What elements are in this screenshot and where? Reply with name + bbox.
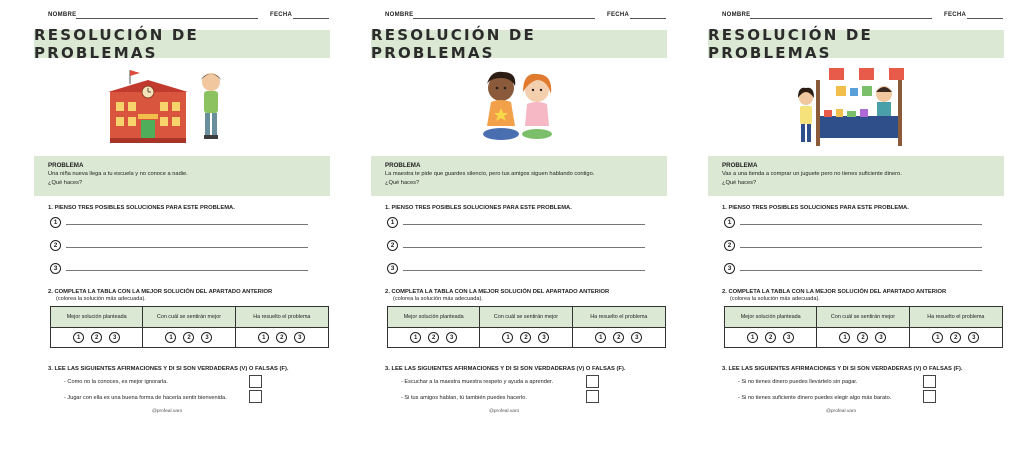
section-3-heading: 3. LEE LAS SIGUIENTES AFIRMACIONES Y DI SI SON VERDADERAS (V) O FALSAS (F).	[385, 366, 626, 372]
option-circle-3[interactable]: 3	[446, 332, 457, 343]
table-cell-solved	[573, 328, 665, 347]
column-header-solved: Ha resuelto el problema	[573, 307, 665, 328]
table-cell-feel-better	[817, 328, 909, 347]
table-cell-solved	[236, 328, 328, 347]
name-field[interactable]	[750, 18, 932, 19]
section-3-heading: 3. LEE LAS SIGUIENTES AFIRMACIONES Y DI SI SON VERDADERAS (V) O FALSAS (F).	[722, 366, 963, 372]
name-field[interactable]	[413, 18, 595, 19]
solution-line-3[interactable]	[66, 270, 308, 271]
section-2-subheading: (colorea la solución más adecuada).	[393, 296, 483, 302]
problem-text: La maestra te pide que guardes silencio, pero tus amigos siguen hablando contigo.	[385, 171, 595, 177]
solution-line-2[interactable]	[740, 247, 982, 248]
column-header-feel-better: Con cuál se sentirán mejor	[817, 307, 909, 328]
option-circle-3[interactable]: 3	[631, 332, 642, 343]
problem-text: Una niña nueva llega a tu escuela y no conoce a nadie.	[48, 171, 188, 177]
option-circle-2[interactable]: 2	[520, 332, 531, 343]
problem-question: ¿Qué haces?	[48, 180, 83, 186]
true-false-box-1[interactable]	[586, 375, 599, 388]
solution-number-2: 2	[387, 240, 398, 251]
option-circle-1[interactable]: 1	[502, 332, 513, 343]
statement-2: - Si tus amigos hablan, tú también puedes hacerlo.	[401, 395, 527, 401]
shop-illustration	[776, 64, 936, 150]
date-label: FECHA	[270, 12, 293, 18]
problem-title: PROBLEMA	[48, 162, 84, 169]
problem-title: PROBLEMA	[722, 162, 758, 169]
title-banner	[34, 26, 330, 62]
statement-2: - Jugar con ella es una buena forma de hacerla sentir bienvenida.	[64, 395, 227, 401]
statement-1: - Si no tienes dinero puedes llevártelo sin pagar.	[738, 379, 858, 385]
option-circle-2[interactable]: 2	[183, 332, 194, 343]
solution-line-3[interactable]	[403, 270, 645, 271]
date-field[interactable]	[967, 18, 1003, 19]
option-circle-2[interactable]: 2	[428, 332, 439, 343]
school-illustration	[102, 64, 262, 150]
option-circle-1[interactable]: 1	[595, 332, 606, 343]
solution-line-2[interactable]	[66, 247, 308, 248]
section-1-heading: 1. PIENSO TRES POSIBLES SOLUCIONES PARA ESTE PROBLEMA.	[722, 205, 909, 211]
section-2-heading: 2. COMPLETA LA TABLA CON LA MEJOR SOLUCIÓN DEL APARTADO ANTERIOR	[48, 289, 273, 295]
statement-2: - Si no tienes suficiente dinero puedes elegir algo más barato.	[738, 395, 892, 401]
solution-number-1: 1	[724, 217, 735, 228]
date-field[interactable]	[630, 18, 666, 19]
option-circle-1[interactable]: 1	[73, 332, 84, 343]
option-circle-3[interactable]: 3	[875, 332, 886, 343]
column-header-best: Mejor solución planteada	[388, 307, 480, 328]
problem-box	[34, 156, 330, 196]
statement-1: - Como no la conoces, es mejor ignorarla.	[64, 379, 168, 385]
author-credit: @profeal.varo	[489, 409, 520, 414]
column-header-best: Mejor solución planteada	[725, 307, 817, 328]
solution-number-2: 2	[724, 240, 735, 251]
column-header-solved: Ha resuelto el problema	[236, 307, 328, 328]
problem-box	[708, 156, 1004, 196]
table-cell-best	[388, 328, 480, 347]
problem-question: ¿Qué haces?	[722, 180, 757, 186]
table-cell-best	[725, 328, 817, 347]
children-talking-icon	[439, 64, 599, 150]
true-false-box-2[interactable]	[249, 390, 262, 403]
table-cell-solved	[910, 328, 1002, 347]
toy-shop-icon	[776, 64, 936, 150]
option-circle-1[interactable]: 1	[410, 332, 421, 343]
solution-line-3[interactable]	[740, 270, 982, 271]
table-cell-feel-better	[480, 328, 572, 347]
option-circle-2[interactable]: 2	[950, 332, 961, 343]
solution-number-1: 1	[387, 217, 398, 228]
option-circle-3[interactable]: 3	[968, 332, 979, 343]
option-circle-1[interactable]: 1	[165, 332, 176, 343]
true-false-box-2[interactable]	[923, 390, 936, 403]
evaluation-table	[724, 306, 1003, 348]
solution-line-2[interactable]	[403, 247, 645, 248]
problem-question: ¿Qué haces?	[385, 180, 420, 186]
solution-number-2: 2	[50, 240, 61, 251]
page-title: RESOLUCIÓN DE PROBLEMAS	[708, 26, 873, 62]
name-field[interactable]	[76, 18, 258, 19]
page-title: RESOLUCIÓN DE PROBLEMAS	[371, 26, 536, 62]
problem-title: PROBLEMA	[385, 162, 421, 169]
section-2-subheading: (colorea la solución más adecuada).	[730, 296, 820, 302]
option-circle-3[interactable]: 3	[783, 332, 794, 343]
solution-line-1[interactable]	[403, 224, 645, 225]
true-false-box-2[interactable]	[586, 390, 599, 403]
section-2-subheading: (colorea la solución más adecuada).	[56, 296, 146, 302]
worksheet-2	[371, 0, 667, 461]
section-1-heading: 1. PIENSO TRES POSIBLES SOLUCIONES PARA ESTE PROBLEMA.	[48, 205, 235, 211]
option-circle-2[interactable]: 2	[857, 332, 868, 343]
worksheet-1	[34, 0, 330, 461]
column-header-best: Mejor solución planteada	[51, 307, 143, 328]
table-cell-best	[51, 328, 143, 347]
page-title: RESOLUCIÓN DE PROBLEMAS	[34, 26, 199, 62]
true-false-box-1[interactable]	[923, 375, 936, 388]
option-circle-2[interactable]: 2	[276, 332, 287, 343]
evaluation-table	[50, 306, 329, 348]
section-2-heading: 2. COMPLETA LA TABLA CON LA MEJOR SOLUCIÓN DEL APARTADO ANTERIOR	[385, 289, 610, 295]
column-header-solved: Ha resuelto el problema	[910, 307, 1002, 328]
option-circle-1[interactable]: 1	[839, 332, 850, 343]
section-3-heading: 3. LEE LAS SIGUIENTES AFIRMACIONES Y DI SI SON VERDADERAS (V) O FALSAS (F).	[48, 366, 289, 372]
solution-number-1: 1	[50, 217, 61, 228]
worksheet-3	[708, 0, 1004, 461]
author-credit: @profeal.varo	[152, 409, 183, 414]
title-banner	[371, 26, 667, 62]
option-circle-1[interactable]: 1	[932, 332, 943, 343]
problem-text: Vas a una tienda a comprar un juguete pero no tienes suficiente dinero.	[722, 171, 902, 177]
problem-box	[371, 156, 667, 196]
date-label: FECHA	[944, 12, 967, 18]
option-circle-3[interactable]: 3	[109, 332, 120, 343]
solution-number-3: 3	[387, 263, 398, 274]
children-illustration	[439, 64, 599, 150]
option-circle-2[interactable]: 2	[91, 332, 102, 343]
option-circle-1[interactable]: 1	[258, 332, 269, 343]
option-circle-3[interactable]: 3	[538, 332, 549, 343]
name-label: NOMBRE	[385, 12, 414, 18]
solution-line-1[interactable]	[66, 224, 308, 225]
option-circle-3[interactable]: 3	[201, 332, 212, 343]
school-icon	[102, 64, 262, 150]
evaluation-table	[387, 306, 666, 348]
true-false-box-1[interactable]	[249, 375, 262, 388]
name-label: NOMBRE	[722, 12, 751, 18]
title-banner	[708, 26, 1004, 62]
option-circle-2[interactable]: 2	[613, 332, 624, 343]
table-cell-feel-better	[143, 328, 235, 347]
author-credit: @profeal.varo	[826, 409, 857, 414]
option-circle-1[interactable]: 1	[747, 332, 758, 343]
solution-number-3: 3	[724, 263, 735, 274]
column-header-feel-better: Con cuál se sentirán mejor	[143, 307, 235, 328]
section-2-heading: 2. COMPLETA LA TABLA CON LA MEJOR SOLUCIÓN DEL APARTADO ANTERIOR	[722, 289, 947, 295]
date-label: FECHA	[607, 12, 630, 18]
column-header-feel-better: Con cuál se sentirán mejor	[480, 307, 572, 328]
solution-line-1[interactable]	[740, 224, 982, 225]
section-1-heading: 1. PIENSO TRES POSIBLES SOLUCIONES PARA ESTE PROBLEMA.	[385, 205, 572, 211]
date-field[interactable]	[293, 18, 329, 19]
statement-1: - Escuchar a la maestra muestra respeto y ayuda a aprender.	[401, 379, 554, 385]
solution-number-3: 3	[50, 263, 61, 274]
name-label: NOMBRE	[48, 12, 77, 18]
option-circle-2[interactable]: 2	[765, 332, 776, 343]
option-circle-3[interactable]: 3	[294, 332, 305, 343]
